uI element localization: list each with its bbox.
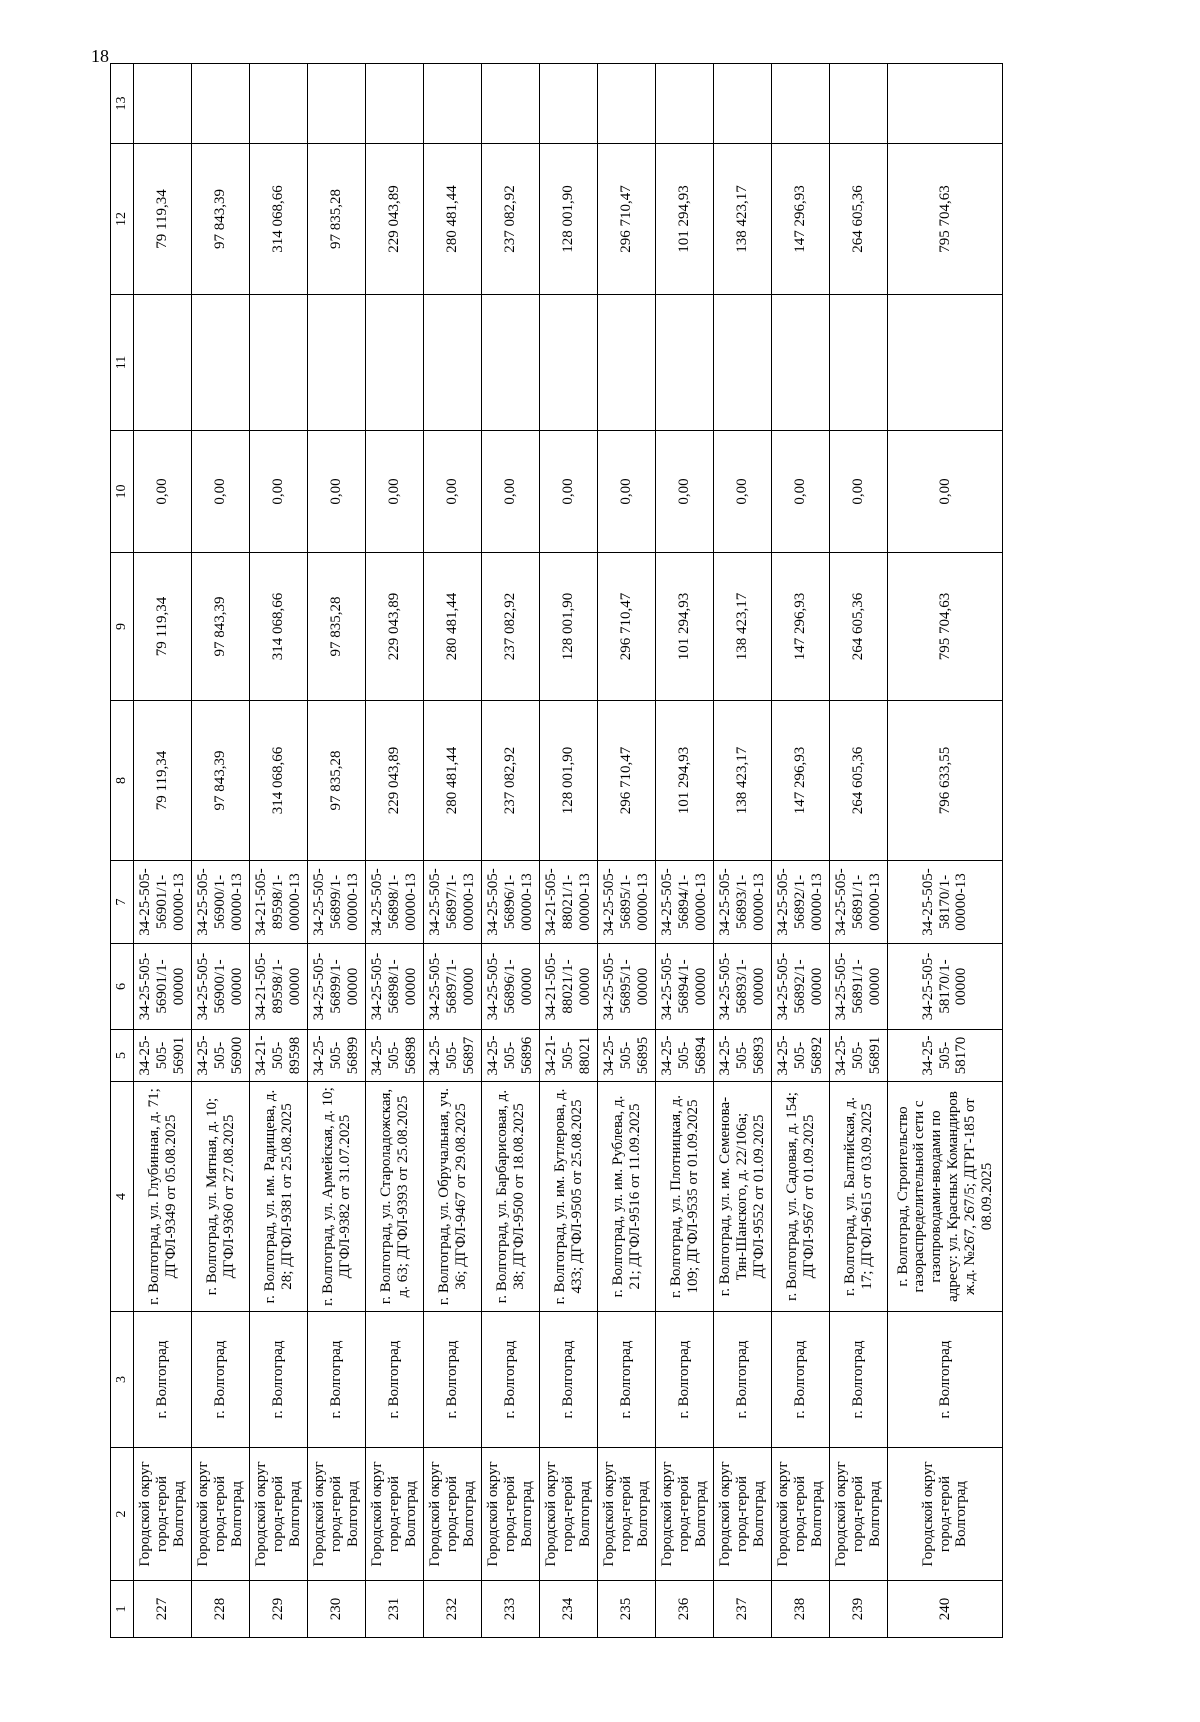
- settlement-cell: г. Волгоград: [482, 1312, 540, 1448]
- municipality-cell: Городской округ город-герой Волгоград: [598, 1448, 656, 1581]
- address-contract-cell: г. Волгоград, ул. Плотницкая, д. 109; ДГФЛ-9535 от 01.09.2025: [656, 1082, 714, 1312]
- amount-remaining-cell: 229 043,89: [366, 144, 424, 295]
- table-row: [830, 64, 888, 1638]
- address-contract-cell: г. Волгоград, ул. Барбарисовая, д. 38; ДГФЛ-9500 от 18.08.2025: [482, 1082, 540, 1312]
- amount-paid-cell: 138 423,17: [714, 553, 772, 701]
- amount-paid-cell: 97 835,28: [308, 553, 366, 701]
- amount-zero-cell: 0,00: [598, 431, 656, 553]
- settlement-cell: г. Волгоград: [598, 1312, 656, 1448]
- object-code-cell: 34-25-505-56891/1-00000: [830, 944, 888, 1030]
- table-row: [714, 64, 772, 1638]
- cadastral-block-cell: 34-25-505-56899: [308, 1030, 366, 1082]
- address-contract-cell: г. Волгоград, Строительство газораспределительной сети с газопроводами-вводами по адресу: ул. Красных Командиров ж.д. №267, 267/5; ДГРГ-185 от 08.09.2025: [888, 1082, 1003, 1312]
- municipality-cell: Городской округ город-герой Волгоград: [250, 1448, 308, 1581]
- amount-empty-cell: [250, 295, 308, 431]
- rotated-table-container: [110, 4, 1110, 1638]
- column-header: 10: [111, 431, 134, 553]
- amount-paid-cell: 147 296,93: [772, 553, 830, 701]
- amount-zero-cell: 0,00: [772, 431, 830, 553]
- amount-total-cell: 796 633,55: [888, 701, 1003, 861]
- row-number-cell: 235: [598, 1581, 656, 1638]
- settlement-cell: г. Волгоград: [714, 1312, 772, 1448]
- notes-cell: [482, 64, 540, 144]
- address-contract-cell: г. Волгоград, ул. Балтийская, д. 17; ДГФЛ-9615 от 03.09.2025: [830, 1082, 888, 1312]
- amount-remaining-cell: 314 068,66: [250, 144, 308, 295]
- municipality-cell: Городской округ город-герой Волгоград: [656, 1448, 714, 1581]
- object-code-cell: 34-21-505-89598/1-00000: [250, 944, 308, 1030]
- notes-cell: [424, 64, 482, 144]
- amount-zero-cell: 0,00: [888, 431, 1003, 553]
- amount-paid-cell: 97 843,39: [192, 553, 250, 701]
- object-code-cell: 34-25-505-56899/1-00000: [308, 944, 366, 1030]
- row-number-cell: 233: [482, 1581, 540, 1638]
- municipality-cell: Городской округ город-герой Волгоград: [540, 1448, 598, 1581]
- project-code-cell: 34-25-505-56891/1-00000-13: [830, 861, 888, 944]
- amount-empty-cell: [482, 295, 540, 431]
- project-code-cell: 34-25-505-56894/1-00000-13: [656, 861, 714, 944]
- amount-total-cell: 296 710,47: [598, 701, 656, 861]
- notes-cell: [888, 64, 1003, 144]
- amount-total-cell: 97 843,39: [192, 701, 250, 861]
- settlement-cell: г. Волгоград: [366, 1312, 424, 1448]
- object-code-cell: 34-25-505-56895/1-00000: [598, 944, 656, 1030]
- amount-total-cell: 97 835,28: [308, 701, 366, 861]
- column-header: 9: [111, 553, 134, 701]
- amount-zero-cell: 0,00: [830, 431, 888, 553]
- settlement-cell: г. Волгоград: [424, 1312, 482, 1448]
- object-code-cell: 34-25-505-56896/1-00000: [482, 944, 540, 1030]
- object-code-cell: 34-25-505-56901/1-00000: [134, 944, 192, 1030]
- column-header: 4: [111, 1082, 134, 1312]
- amount-zero-cell: 0,00: [714, 431, 772, 553]
- amount-empty-cell: [714, 295, 772, 431]
- amount-total-cell: 229 043,89: [366, 701, 424, 861]
- cadastral-block-cell: 34-25-505-56894: [656, 1030, 714, 1082]
- amount-total-cell: 280 481,44: [424, 701, 482, 861]
- amount-paid-cell: 237 082,92: [482, 553, 540, 701]
- amount-total-cell: 138 423,17: [714, 701, 772, 861]
- amount-empty-cell: [772, 295, 830, 431]
- object-code-cell: 34-25-505-58170/1-00000: [888, 944, 1003, 1030]
- amount-paid-cell: 296 710,47: [598, 553, 656, 701]
- object-code-cell: 34-25-505-56898/1-00000: [366, 944, 424, 1030]
- address-contract-cell: г. Волгоград, ул. им. Бутлерова, д. 433; ДГФЛ-9505 от 25.08.2025: [540, 1082, 598, 1312]
- address-contract-cell: г. Волгоград, ул. им. Рублева, д. 21; ДГФЛ-9516 от 11.09.2025: [598, 1082, 656, 1312]
- column-header: 13: [111, 64, 134, 144]
- municipality-cell: Городской округ город-герой Волгоград: [772, 1448, 830, 1581]
- amount-total-cell: 79 119,34: [134, 701, 192, 861]
- table-row: [540, 64, 598, 1638]
- row-number-cell: 227: [134, 1581, 192, 1638]
- table-row: [192, 64, 250, 1638]
- amount-paid-cell: 79 119,34: [134, 553, 192, 701]
- amount-paid-cell: 264 605,36: [830, 553, 888, 701]
- row-number-cell: 236: [656, 1581, 714, 1638]
- row-number-cell: 232: [424, 1581, 482, 1638]
- settlement-cell: г. Волгоград: [656, 1312, 714, 1448]
- table-row: [134, 64, 192, 1638]
- object-code-cell: 34-25-505-56893/1-00000: [714, 944, 772, 1030]
- amount-paid-cell: 280 481,44: [424, 553, 482, 701]
- amount-paid-cell: 229 043,89: [366, 553, 424, 701]
- table-row: [772, 64, 830, 1638]
- row-number-cell: 234: [540, 1581, 598, 1638]
- municipality-cell: Городской округ город-герой Волгоград: [830, 1448, 888, 1581]
- municipality-cell: Городской округ город-герой Волгоград: [192, 1448, 250, 1581]
- cadastral-block-cell: 34-25-505-56897: [424, 1030, 482, 1082]
- amount-zero-cell: 0,00: [482, 431, 540, 553]
- municipality-cell: Городской округ город-герой Волгоград: [366, 1448, 424, 1581]
- amount-remaining-cell: 97 843,39: [192, 144, 250, 295]
- amount-remaining-cell: 147 296,93: [772, 144, 830, 295]
- project-code-cell: 34-25-505-56897/1-00000-13: [424, 861, 482, 944]
- project-code-cell: 34-25-505-58170/1-00000-13: [888, 861, 1003, 944]
- row-number-cell: 228: [192, 1581, 250, 1638]
- settlement-cell: г. Волгоград: [134, 1312, 192, 1448]
- cadastral-block-cell: 34-25-505-56893: [714, 1030, 772, 1082]
- amount-remaining-cell: 138 423,17: [714, 144, 772, 295]
- row-number-cell: 230: [308, 1581, 366, 1638]
- object-code-cell: 34-25-505-56892/1-00000: [772, 944, 830, 1030]
- notes-cell: [830, 64, 888, 144]
- amount-remaining-cell: 128 001,90: [540, 144, 598, 295]
- cadastral-block-cell: 34-25-505-56895: [598, 1030, 656, 1082]
- address-contract-cell: г. Волгоград, ул. Мятная, д. 10; ДГФЛ-9360 от 27.08.2025: [192, 1082, 250, 1312]
- table-row: [366, 64, 424, 1638]
- column-header: 11: [111, 295, 134, 431]
- amount-remaining-cell: 237 082,92: [482, 144, 540, 295]
- object-code-cell: 34-25-505-56894/1-00000: [656, 944, 714, 1030]
- amount-paid-cell: 101 294,93: [656, 553, 714, 701]
- object-code-cell: 34-25-505-56900/1-00000: [192, 944, 250, 1030]
- amount-zero-cell: 0,00: [192, 431, 250, 553]
- amount-total-cell: 264 605,36: [830, 701, 888, 861]
- object-code-cell: 34-25-505-56897/1-00000: [424, 944, 482, 1030]
- row-number-cell: 231: [366, 1581, 424, 1638]
- notes-cell: [366, 64, 424, 144]
- amount-empty-cell: [656, 295, 714, 431]
- cadastral-block-cell: 34-25-505-56898: [366, 1030, 424, 1082]
- amount-empty-cell: [366, 295, 424, 431]
- notes-cell: [134, 64, 192, 144]
- municipality-cell: Городской округ город-герой Волгоград: [888, 1448, 1003, 1581]
- project-code-cell: 34-25-505-56900/1-00000-13: [192, 861, 250, 944]
- settlement-cell: г. Волгоград: [888, 1312, 1003, 1448]
- amount-paid-cell: 314 068,66: [250, 553, 308, 701]
- notes-cell: [192, 64, 250, 144]
- project-code-cell: 34-25-505-56892/1-00000-13: [772, 861, 830, 944]
- amount-zero-cell: 0,00: [134, 431, 192, 553]
- object-code-cell: 34-21-505-88021/1-00000: [540, 944, 598, 1030]
- amount-remaining-cell: 795 704,63: [888, 144, 1003, 295]
- project-code-cell: 34-21-505-88021/1-00000-13: [540, 861, 598, 944]
- amount-zero-cell: 0,00: [656, 431, 714, 553]
- cadastral-block-cell: 34-25-505-56901: [134, 1030, 192, 1082]
- amount-empty-cell: [134, 295, 192, 431]
- row-number-cell: 238: [772, 1581, 830, 1638]
- amount-zero-cell: 0,00: [308, 431, 366, 553]
- amount-zero-cell: 0,00: [540, 431, 598, 553]
- amount-paid-cell: 128 001,90: [540, 553, 598, 701]
- settlement-cell: г. Волгоград: [192, 1312, 250, 1448]
- amount-remaining-cell: 79 119,34: [134, 144, 192, 295]
- table-row: [888, 64, 1003, 1638]
- column-header: 5: [111, 1030, 134, 1082]
- amount-total-cell: 128 001,90: [540, 701, 598, 861]
- amount-remaining-cell: 296 710,47: [598, 144, 656, 295]
- amount-remaining-cell: 264 605,36: [830, 144, 888, 295]
- amount-empty-cell: [192, 295, 250, 431]
- project-code-cell: 34-25-505-56899/1-00000-13: [308, 861, 366, 944]
- amount-empty-cell: [598, 295, 656, 431]
- municipality-cell: Городской округ город-герой Волгоград: [714, 1448, 772, 1581]
- table-row: [482, 64, 540, 1638]
- address-contract-cell: г. Волгоград, ул. Армейская, д. 10; ДГФЛ-9382 от 31.07.2025: [308, 1082, 366, 1312]
- address-contract-cell: г. Волгоград, ул. Садовая, д. 154; ДГФЛ-9567 от 01.09.2025: [772, 1082, 830, 1312]
- amount-empty-cell: [308, 295, 366, 431]
- column-header: 2: [111, 1448, 134, 1581]
- project-code-cell: 34-25-505-56895/1-00000-13: [598, 861, 656, 944]
- project-code-cell: 34-25-505-56898/1-00000-13: [366, 861, 424, 944]
- amount-remaining-cell: 101 294,93: [656, 144, 714, 295]
- column-header: 1: [111, 1581, 134, 1638]
- notes-cell: [308, 64, 366, 144]
- table-row: [308, 64, 366, 1638]
- column-header: 8: [111, 701, 134, 861]
- column-header: 12: [111, 144, 134, 295]
- address-contract-cell: г. Волгоград, ул. им. Радищева, д. 28; ДГФЛ-9381 от 25.08.2025: [250, 1082, 308, 1312]
- notes-cell: [714, 64, 772, 144]
- column-header: 7: [111, 861, 134, 944]
- project-code-cell: 34-25-505-56896/1-00000-13: [482, 861, 540, 944]
- page-number: 18: [91, 46, 109, 66]
- municipality-cell: Городской округ город-герой Волгоград: [482, 1448, 540, 1581]
- address-contract-cell: г. Волгоград, ул. Староладожская, д. 63; ДГФЛ-9393 от 25.08.2025: [366, 1082, 424, 1312]
- amount-total-cell: 314 068,66: [250, 701, 308, 861]
- amount-empty-cell: [888, 295, 1003, 431]
- amount-zero-cell: 0,00: [250, 431, 308, 553]
- project-code-cell: 34-25-505-56893/1-00000-13: [714, 861, 772, 944]
- cadastral-block-cell: 34-25-505-56896: [482, 1030, 540, 1082]
- project-code-cell: 34-21-505-89598/1-00000-13: [250, 861, 308, 944]
- notes-cell: [540, 64, 598, 144]
- table-row: [598, 64, 656, 1638]
- cadastral-block-cell: 34-21-505-89598: [250, 1030, 308, 1082]
- settlement-cell: г. Волгоград: [250, 1312, 308, 1448]
- municipality-cell: Городской округ город-герой Волгоград: [308, 1448, 366, 1581]
- notes-cell: [656, 64, 714, 144]
- cadastral-block-cell: 34-25-505-56900: [192, 1030, 250, 1082]
- address-contract-cell: г. Волгоград, ул. Обручальная, уч. 36; ДГФЛ-9467 от 29.08.2025: [424, 1082, 482, 1312]
- amount-remaining-cell: 97 835,28: [308, 144, 366, 295]
- row-number-cell: 237: [714, 1581, 772, 1638]
- table-row: [250, 64, 308, 1638]
- amount-zero-cell: 0,00: [424, 431, 482, 553]
- notes-cell: [598, 64, 656, 144]
- row-number-cell: 240: [888, 1581, 1003, 1638]
- table-row: [424, 64, 482, 1638]
- amount-empty-cell: [540, 295, 598, 431]
- table-row: [656, 64, 714, 1638]
- project-code-cell: 34-25-505-56901/1-00000-13: [134, 861, 192, 944]
- notes-cell: [250, 64, 308, 144]
- column-header: 3: [111, 1312, 134, 1448]
- notes-cell: [772, 64, 830, 144]
- amount-total-cell: 101 294,93: [656, 701, 714, 861]
- registry-table: [110, 63, 1003, 1638]
- row-number-cell: 239: [830, 1581, 888, 1638]
- municipality-cell: Городской округ город-герой Волгоград: [424, 1448, 482, 1581]
- amount-remaining-cell: 280 481,44: [424, 144, 482, 295]
- cadastral-block-cell: 34-25-505-56891: [830, 1030, 888, 1082]
- address-contract-cell: г. Волгоград, ул. Глубинная, д. 71; ДГФЛ-9349 от 05.08.2025: [134, 1082, 192, 1312]
- settlement-cell: г. Волгоград: [540, 1312, 598, 1448]
- cadastral-block-cell: 34-25-505-58170: [888, 1030, 1003, 1082]
- settlement-cell: г. Волгоград: [830, 1312, 888, 1448]
- amount-empty-cell: [830, 295, 888, 431]
- amount-zero-cell: 0,00: [366, 431, 424, 553]
- row-number-cell: 229: [250, 1581, 308, 1638]
- amount-total-cell: 237 082,92: [482, 701, 540, 861]
- cadastral-block-cell: 34-21-505-88021: [540, 1030, 598, 1082]
- cadastral-block-cell: 34-25-505-56892: [772, 1030, 830, 1082]
- column-number-row: [111, 64, 134, 1638]
- settlement-cell: г. Волгоград: [308, 1312, 366, 1448]
- amount-paid-cell: 795 704,63: [888, 553, 1003, 701]
- column-header: 6: [111, 944, 134, 1030]
- amount-total-cell: 147 296,93: [772, 701, 830, 861]
- amount-empty-cell: [424, 295, 482, 431]
- municipality-cell: Городской округ город-герой Волгоград: [134, 1448, 192, 1581]
- settlement-cell: г. Волгоград: [772, 1312, 830, 1448]
- address-contract-cell: г. Волгоград, ул. им. Семенова-Тян-Шанского, д. 22/106а; ДГФЛ-9552 от 01.09.2025: [714, 1082, 772, 1312]
